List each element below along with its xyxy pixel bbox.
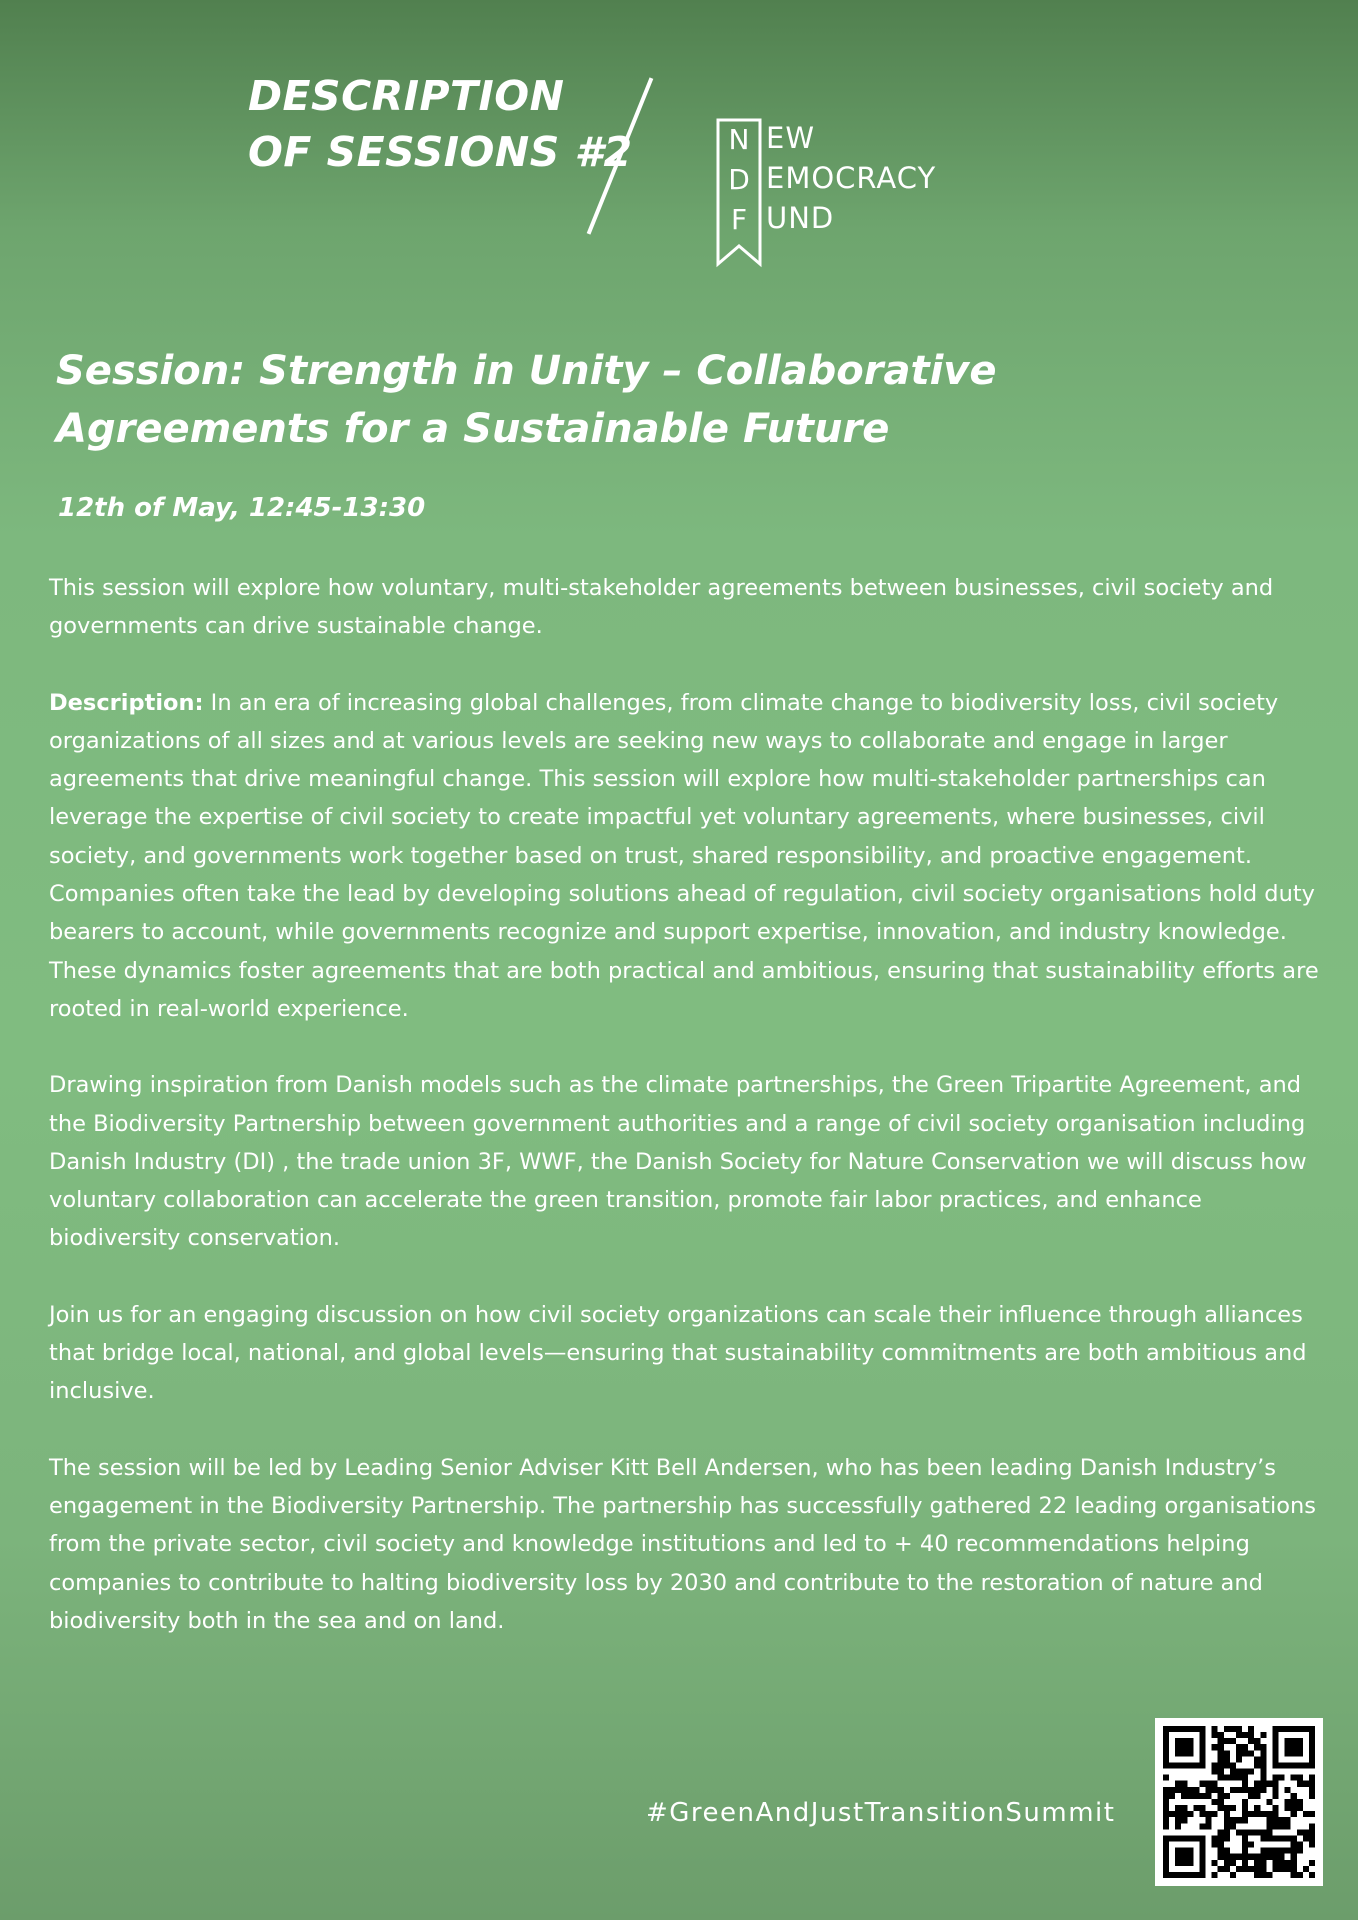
qr-code-icon[interactable] [1155, 1718, 1323, 1886]
intro-paragraph: This session will explore how voluntary, multi-stakeholder agreements between businesses, civil society and governments can drive sustainable change. [49, 575, 1274, 640]
invitation-paragraph: Join us for an engaging discussion on how civil society organizations can scale their influence through alliances that bridge local, national, and global levels—ensuring that sustainability commitments are both ambitious and inclusive. [49, 1301, 1307, 1405]
logo-words [766, 118, 936, 238]
description-paragraph [49, 684, 1319, 1029]
logo-initial-f: F [730, 203, 748, 236]
new-democracy-fund-logo [716, 118, 937, 268]
description-text: In an era of increasing global challenges, from climate change to biodiversity loss, civil society organizations of all sizes and at various levels are seeking new ways to collaborate and engage in larger agreements that drive meaningful change. This session will explore how multi-stakeholder partnerships can leverage the expertise of civil society to create impactful yet voluntary agreements, where businesses, civil society, and governments work together based on trust, shared responsibility, and proactive engagement. Companies often take the lead by developing solutions ahead of regulation, civil society organisations hold duty bearers to account, while governments recognize and support expertise, innovation, and industry knowledge. These dynamics foster agreements that are both practical and ambitious, ensuring that sustainability efforts are rooted in real-world experience. [49, 689, 1319, 1022]
summit-hashtag: #GreenAndJustTransitionSummit [646, 1798, 1116, 1828]
logo-word-ew: EW [766, 121, 815, 155]
session-body [49, 569, 1319, 1678]
logo-initial-n: N [728, 123, 750, 156]
speaker-paragraph: The session will be led by Leading Senior Adviser Kitt Bell Andersen, who has been leading Danish Industry’s engagement in the Biodiversity Partnership. The partnership has successfully gathered 22 leading organisations from the private sector, civil society and knowledge institutions and led to + 40 recommendations helping companies to contribute to halting biodiversity loss by 2030 and contribute to the restoration of nature and biodiversity both in the sea and on land. [49, 1454, 1316, 1634]
logo-initial-d: D [728, 163, 750, 196]
page-title-line-2: OF SESSIONS #2 [248, 128, 633, 176]
description-label: Description: [49, 689, 204, 716]
session-date: 12th of May, 12:45-13:30 [58, 493, 426, 523]
logo-word-emocracy: EMOCRACY [766, 161, 937, 195]
page-title-line-1: DESCRIPTION [248, 72, 565, 120]
page-title [248, 68, 633, 180]
logo-word-und: UND [766, 201, 835, 235]
logo-bookmark-icon [716, 118, 764, 268]
session-title-line-2: Agreements for a Sustainable Future [56, 406, 890, 452]
inspiration-paragraph: Drawing inspiration from Danish models such as the climate partnerships, the Green Tripartite Agreement, and the Biodiversity Partnership between government authorities and a range of civil society organisation including Danish Industry (DI) , the trade union 3F, WWF, the Danish Society for Nature Conservation we will discuss how voluntary collaboration can accelerate the green transition, promote fair labor practices, and enhance biodiversity conservation. [49, 1072, 1307, 1252]
qr-code-pattern [1163, 1726, 1315, 1878]
session-title-line-1: Session: Strength in Unity – Collaborative [56, 348, 997, 394]
session-title [56, 342, 1256, 458]
